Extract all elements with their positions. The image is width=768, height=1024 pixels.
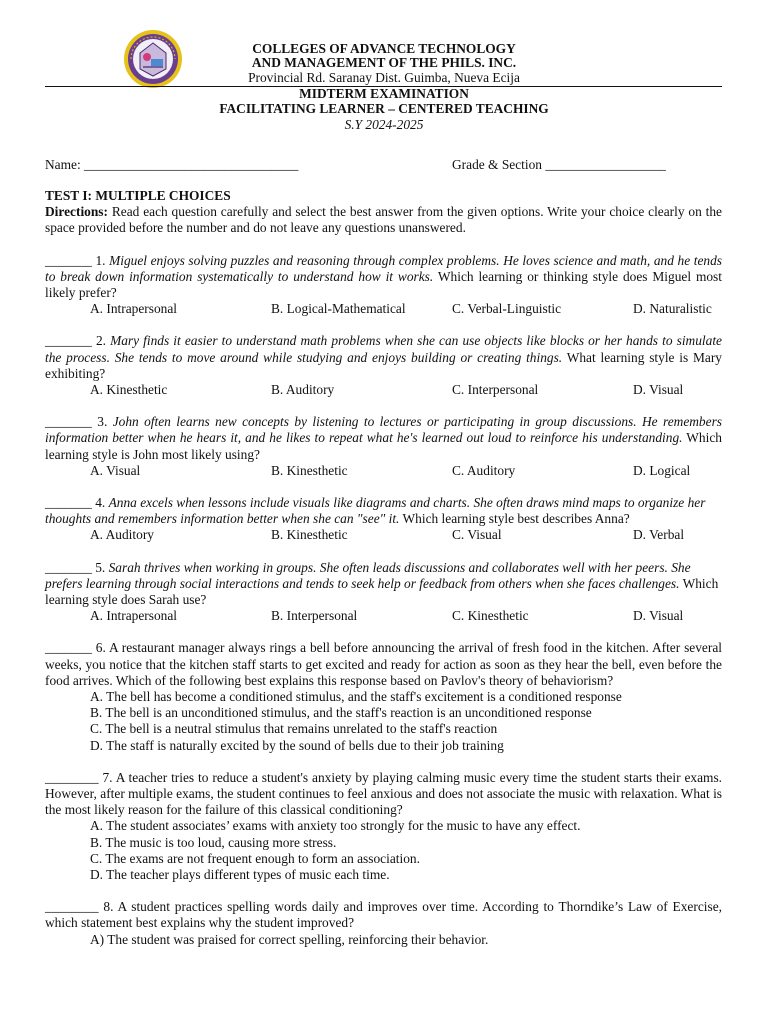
option-a: A. The student associates’ exams with anxiety too strongly for the music to have any effect. — [90, 818, 581, 834]
option-b: B. The bell is an unconditioned stimulus, and the staff's reaction is an unconditioned response — [90, 705, 592, 721]
question-prompt: Which learning style best describes Anna? — [399, 511, 630, 527]
question-4 — [45, 495, 722, 527]
answer-blank: ________ 8. — [45, 899, 118, 915]
option-c: C. Kinesthetic — [452, 608, 529, 624]
question-1 — [45, 253, 722, 302]
question-7 — [45, 770, 722, 819]
option-b: B. Auditory — [271, 382, 335, 398]
question-prompt: What learning style is Mary exhibiting? — [45, 349, 723, 381]
option-a: A. Kinesthetic — [90, 382, 168, 398]
question-6 — [45, 640, 722, 689]
option-c: C. Interpersonal — [452, 382, 539, 398]
answer-blank: _______ 2. — [45, 333, 111, 349]
exam-title: MIDTERM EXAMINATION — [299, 86, 469, 101]
option-b: B. Kinesthetic — [271, 527, 348, 543]
option-c: C. Visual — [452, 527, 502, 543]
option-d: D. Visual — [633, 382, 684, 398]
option-a: A) The student was praised for correct spelling, reinforcing their behavior. — [90, 931, 489, 947]
options-row — [45, 608, 722, 624]
question-scenario: Sarah thrives when working in groups. She often leads discussions and collaborates well with her peers. She prefers learning through social interactions and tends to seek help or feedback from others when she faces challenges. — [45, 559, 691, 591]
directions — [45, 204, 722, 236]
option-d: D. Logical — [633, 462, 691, 478]
option-a: A. Auditory — [90, 527, 154, 543]
answer-blank: _______ 5. — [45, 559, 109, 575]
option-a: A. Intrapersonal — [90, 608, 178, 624]
school-name-line2: AND MANAGEMENT OF THE PHILS. INC. — [251, 55, 517, 70]
directions-text: Read each question carefully and select the best answer from the given options. Write your choice clearly on the space provided before the number and do not leave any questions unanswered. — [45, 204, 722, 236]
directions-label: Directions: — [45, 204, 108, 220]
option-c: C. Verbal-Linguistic — [452, 301, 562, 317]
school-name-line1: COLLEGES OF ADVANCE TECHNOLOGY — [252, 41, 516, 56]
question-scenario: John often learns new concepts by listening to lectures or participating in group discussions. He remembers information better when he hears it, and he likes to repeat what he's learned out loud to reinforce his understanding. — [45, 414, 722, 446]
answer-blank: _______ 1. — [45, 252, 110, 268]
name-field: Name: ________________________________ — [45, 157, 299, 172]
option-b: B. Kinesthetic — [271, 462, 348, 478]
option-b: B. Interpersonal — [271, 608, 358, 624]
option-d: D. The teacher plays different types of music each time. — [90, 866, 390, 882]
option-d: D. Verbal — [633, 527, 685, 543]
question-prompt: Which learning or thinking style does Miguel most likely prefer? — [45, 268, 722, 301]
test-title: TEST I: MULTIPLE CHOICES — [45, 188, 231, 203]
question-scenario: Miguel enjoys solving puzzles and reasoning through complex problems. He loves science and math, and he tends to break down information systematically to understand how it works. — [45, 252, 722, 284]
answer-blank: _______ 6. — [45, 640, 109, 656]
question-prompt: A student practices spelling words daily and improves over time. According to Thorndike’s Law of Exercise, which statement best explains why the student improved? — [45, 899, 722, 931]
option-b: B. The music is too loud, causing more stress. — [90, 834, 337, 850]
option-c: C. The exams are not frequent enough to form an association. — [90, 850, 420, 866]
answer-blank: _______ 3. — [45, 414, 113, 430]
option-d: D. Naturalistic — [633, 301, 712, 317]
options-row — [45, 463, 722, 479]
question-prompt: A restaurant manager always rings a bell before announcing the arrival of fresh food in the kitchen. After several weeks, you notice that the kitchen staff starts to get excited and ready for action as soon as they hear the bell, even before the food arrives. Which of the following best explains this response based on Pavlov's theory of behaviorism? — [45, 640, 722, 688]
answer-blank: _______ 4. — [45, 495, 109, 510]
question-prompt: A teacher tries to reduce a student's anxiety by playing calming music every time the student starts their exams. However, after multiple exams, the student continues to feel anxious and does not associate the music with relaxation. What is the most likely reason for the failure of this classical conditioning? — [45, 769, 723, 818]
answer-blank: ________ 7. — [45, 769, 116, 785]
question-3 — [45, 414, 722, 463]
school-year: S.Y 2024-2025 — [344, 117, 424, 132]
question-scenario: Mary finds it easier to understand math problems when she can use objects like blocks or her hands to simulate the process. She tends to move around while studying and enjoys building or creating things. — [45, 333, 722, 365]
grade-section-field: Grade & Section __________________ — [452, 157, 666, 172]
subject-title: FACILITATING LEARNER – CENTERED TEACHING — [219, 101, 549, 116]
options-row — [45, 527, 722, 543]
question-scenario: Anna excels when lessons include visuals like diagrams and charts. She often draws mind maps to organize her thoughts and remembers information better when she can "see" it. — [45, 495, 706, 527]
option-d: D. Visual — [633, 608, 684, 624]
question-2 — [45, 333, 722, 382]
option-a: A. The bell has become a conditioned stimulus, and the staff's excitement is a conditioned response — [90, 689, 622, 704]
option-c: C. The bell is a neutral stimulus that remains unrelated to the staff's reaction — [90, 721, 498, 737]
question-prompt: Which learning style does Sarah use? — [45, 575, 719, 607]
option-a: A. Visual — [90, 462, 141, 478]
option-d: D. The staff is naturally excited by the sound of bells due to their job training — [90, 737, 504, 753]
options-row — [45, 301, 722, 317]
option-b: B. Logical-Mathematical — [271, 301, 406, 317]
school-address: Provincial Rd. Saranay Dist. Guimba, Nueva Ecija — [248, 70, 520, 85]
option-a: A. Intrapersonal — [90, 301, 178, 317]
options-row — [45, 382, 722, 398]
question-8 — [45, 899, 722, 931]
test-body — [45, 188, 722, 948]
question-prompt: Which learning style is John most likely using? — [45, 430, 722, 462]
question-5 — [45, 560, 722, 609]
option-c: C. Auditory — [452, 462, 516, 478]
